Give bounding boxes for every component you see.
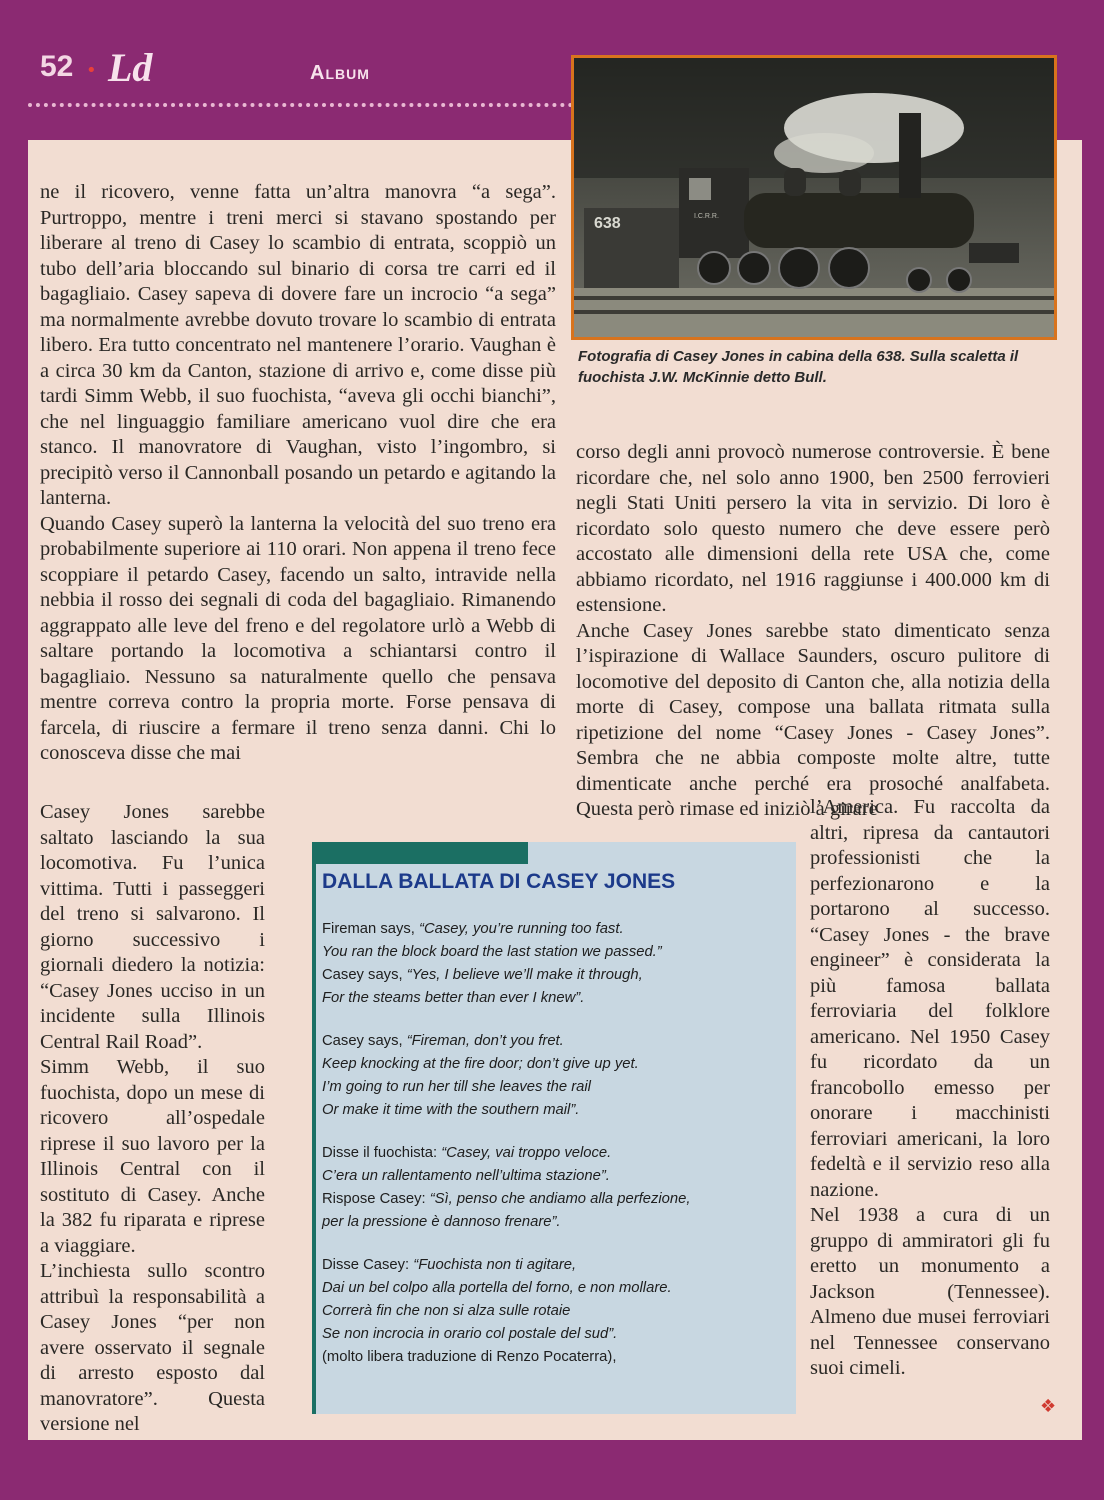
ballad-line: [322, 1142, 790, 1165]
paragraph: ne il ricovero, venne fatta un’altra manovra “a sega”. Purtroppo, mentre i treni merci si stavano spostando per liberare al treno di Casey lo scambio di entrata, scoppiò un tubo dell’aria bloccando sul binario di corsa tre carri ed il bagagliaio. Casey sapeva di dovere fare un incrocio “a sega” ma normalmente avrebbe dovuto trovare lo scambio di entrata libero. Era tutto concentrato nel mantenere l’orario. Vaughan è a circa 30 km da Canton, stazione di arrivo e, come disse più tardi Simm Webb, il suo fuochista, “aveva gli occhi bianchi”, che nel linguaggio familiare americano vuol dire che era stanco. Il manovratore di Vaughan, visto l’ingombro, si precipitò verso il Cannonball posando un petardo e agitando la lanterna.: [40, 181, 556, 509]
ballad-line: [322, 1211, 790, 1234]
ballad-verse: “Casey, you’re running too fast.: [419, 921, 624, 937]
article-column-1-narrow: [40, 800, 265, 1438]
locomotive-photo: [571, 55, 1057, 340]
ballad-stanza: [322, 1030, 790, 1122]
ballad-title: DALLA BALLATA DI CASEY JONES: [322, 870, 676, 893]
ballad-stanza: [322, 918, 790, 1010]
ballad-line: [322, 941, 790, 964]
ballad-text: [322, 918, 790, 1389]
ballad-verse: “Sì, penso che andiamo alla perfezione,: [429, 1191, 691, 1207]
ballad-line: [322, 1099, 790, 1122]
ballad-verse: per la pressione è dannoso frenare”.: [322, 1214, 561, 1230]
ballad-box-border: [312, 842, 316, 1414]
ballad-verse: I’m going to run her till she leaves the rail: [322, 1079, 591, 1095]
paragraph: l’America. Fu raccolta da altri, ripresa da cantautori professionisti che la perfezionarono e la portarono al successo. “Casey Jones - the brave engineer” è considerata la più famosa ballata ferroviaria del folklore americano. Nel 1950 Casey fu ricordato da un francobollo emesso per onorare i macchinisti ferroviari americani, la loro fedeltà e il servizio reso alla nazione.: [810, 796, 1050, 1201]
ballad-verse: You ran the block board the last station we passed.”: [322, 944, 662, 960]
ballad-line: [322, 1030, 790, 1053]
ballad-line: [322, 1053, 790, 1076]
paragraph: corso degli anni provocò numerose controversie. È bene ricordare che, nel solo anno 1900, ben 2500 ferrovieri negli Stati Uniti persero la vita in servizio. Di loro è ricordato solo questo numero che deve essere però accostato alle dimensioni della rete USA che, come abbiamo ricordato, nel 1916 raggiunse i 400.000 km di estensione.: [576, 441, 1050, 616]
smokestack: [899, 113, 921, 198]
ballad-line: [322, 918, 790, 941]
ballad-speaker: Casey says,: [322, 967, 407, 983]
photo-caption: Fotografia di Casey Jones in cabina della 638. Sulla scaletta il fuochista J.W. McKinnie detto Bull.: [578, 348, 1019, 386]
ballad-line: [322, 1277, 790, 1300]
ballad-line: [322, 1076, 790, 1099]
ballad-speaker: Fireman says,: [322, 921, 420, 937]
ballad-stanza: [322, 1254, 790, 1369]
ballad-speaker: Disse Casey:: [322, 1257, 414, 1273]
ballad-verse: Keep knocking at the fire door; don’t give up yet.: [322, 1056, 639, 1072]
paragraph: Casey Jones sarebbe saltato lasciando la sua locomotiva. Fu l’unica vittima. Tutti i passeggeri del treno si salvarono. Il giorno successivo i giornali diedero la notizia: “Casey Jones ucciso in un incidente sulla Illinois Central Rail Road”.: [40, 801, 265, 1053]
ballad-stanza: [322, 1142, 790, 1234]
boiler: [744, 193, 974, 248]
article-column-2: [576, 440, 1050, 823]
ballad-verse: “Fireman, don’t you fret.: [406, 1033, 564, 1049]
ballad-line: [322, 1254, 790, 1277]
ballad-verse: For the steams better than ever I knew”.: [322, 990, 585, 1006]
paragraph: Anche Casey Jones sarebbe stato dimenticato senza l’ispirazione di Wallace Saunders, oscuro pulitore di locomotive del deposito di Canton che, alla notizia della morte di Casey, compose una ballata ritmata sulla ripetizione del nome “Casey Jones - Casey Jones”. Sembra che ne abbia composte molte altre, tutte dimenticate anche perché era prosoché analfabeta. Questa però rimase ed iniziò a girare: [576, 619, 1050, 820]
ballad-speaker: Casey says,: [322, 1033, 407, 1049]
locomotive-illustration: [574, 58, 1054, 337]
ballad-verse: “Yes, I believe we’ll make it through,: [406, 967, 643, 983]
paragraph: Quando Casey superò la lanterna la velocità del suo treno era probabilmente superiore ai 110 orari. Non appena il treno fece scoppiare il petardo Casey, facendo un salto, intravide nella nebbia il rosso dei segnali di coda del bagagliaio. Rimanendo aggrappato alle leve del freno e del regolatore urlò a Webb di saltare portando la locomotiva a schiantarsi contro il bagagliaio. Nessuno sa naturalmente quello che pensava mentre correva contro la propria morte. Forse pensava di farcela, di riuscire a fermare il treno senza danni. Chi lo conosceva disse che mai: [40, 512, 556, 764]
paragraph: L’inchiesta sullo scontro attribuì la responsabilità a Casey Jones “per non avere osservato il segnale di arresto esposto dal manovratore”. Questa versione nel: [40, 1260, 265, 1435]
ballad-speaker: (molto libera traduzione di Renzo Pocaterra),: [322, 1349, 617, 1365]
ballad-box-tab: [312, 842, 528, 864]
ballad-line: [322, 1165, 790, 1188]
magazine-logo: Ld: [108, 45, 153, 90]
ballad-verse: Dai un bel colpo alla portella del forno, e non mollare.: [322, 1280, 672, 1296]
ballad-line: [322, 987, 790, 1010]
ballad-speaker: Disse il fuochista:: [322, 1145, 442, 1161]
paragraph: Simm Webb, il suo fuochista, dopo un mese di ricovero all’ospedale riprese il suo lavoro per la Illinois Central con il sostituto di Casey. Anche la 382 fu riparata e riprese a viaggiare.: [40, 1056, 265, 1257]
ballad-verse: “Fuochista non ti agitare,: [413, 1257, 577, 1273]
ballad-line: [322, 964, 790, 987]
ballad-verse: Se non incrocia in orario col postale del sud”.: [322, 1326, 618, 1342]
section-title: Album: [310, 62, 370, 84]
tender-marking: I.C.R.R.: [694, 213, 719, 220]
header-dot: •: [86, 60, 97, 81]
dotted-rule: [28, 103, 573, 107]
paragraph: Nel 1938 a cura di un gruppo di ammiratori gli fu eretto un monumento a Jackson (Tennessee). Almeno due musei ferroviari nel Tennessee conservano suoi cimeli.: [810, 1204, 1050, 1379]
ballad-line: [322, 1300, 790, 1323]
end-mark-icon: ❖: [1040, 1396, 1057, 1417]
article-column-1: [40, 180, 556, 767]
ballad-verse: “Casey, vai troppo veloce.: [441, 1145, 612, 1161]
ballad-verse: Correrà fin che non si alza sulle rotaie: [322, 1303, 571, 1319]
ballad-line: [322, 1323, 790, 1346]
ballad-speaker: Rispose Casey:: [322, 1191, 430, 1207]
ballad-line: [322, 1346, 790, 1369]
ballad-verse: Or make it time with the southern mail”.: [322, 1102, 580, 1118]
ballad-line: [322, 1188, 790, 1211]
page-number: 52: [40, 50, 74, 83]
article-column-2-narrow: [810, 795, 1050, 1382]
engine-number: 638: [594, 215, 621, 232]
ballad-verse: C’era un rallentamento nell’ultima stazione”.: [322, 1168, 610, 1184]
